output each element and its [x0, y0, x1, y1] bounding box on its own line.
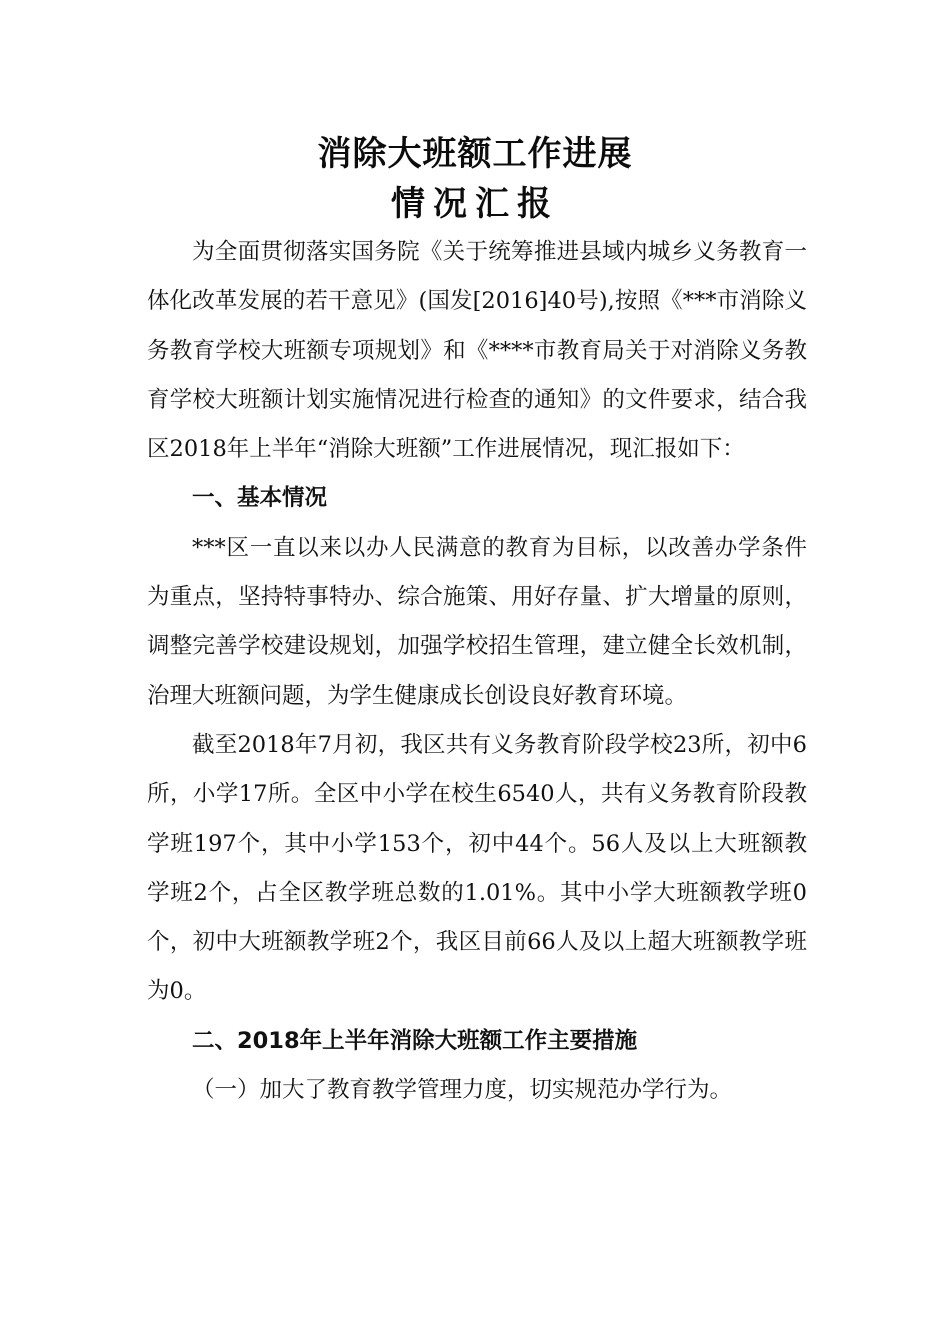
section-2-heading: 二、2018年上半年消除大班额工作主要措施 — [192, 1027, 638, 1054]
section-1-paragraph-1: ***区一直以来以办人民满意的教育为目标，以改善办学条件为重点，坚持特事特办、综合施策、用好存量、扩大增量的原则，调整完善学校建设规划，加强学校招生管理，建立健全长效机制，治理大班额问题，为学生健康成长创设良好教育环境。 — [147, 534, 807, 709]
document-title-line-1: 消除大班额工作进展 — [317, 134, 633, 174]
intro-paragraph: 为全面贯彻落实国务院《关于统筹推进县域内城乡义务教育一体化改革发展的若干意见》(国发[2016]40号),按照《***市消除义务教育学校大班额专项规划》和《****市教育局关于对消除义务教育学校大班额计划实施情况进行检查的通知》的文件要求，结合我区2018年上半年“消除大班额”工作进展情况，现汇报如下： — [147, 239, 807, 463]
document-title-line-2: 情况汇报 — [391, 184, 559, 224]
section-1-paragraph-2: 截至2018年7月初，我区共有义务教育阶段学校23所，初中6所，小学17所。全区中小学在校生6540人，共有义务教育阶段教学班197个，其中小学153个，初中44个。56人及以上大班额教学班2个，占全区教学班总数的1.01%。其中小学大班额教学班0个，初中大班额教学班2个，我区目前66人及以上超大班额教学班为0。 — [147, 731, 807, 1005]
document-body — [147, 228, 807, 1115]
section-1-heading: 一、基本情况 — [192, 485, 328, 512]
section-2-subheading-1: （一）加大了教育教学管理力度，切实规范办学行为。 — [192, 1077, 733, 1104]
